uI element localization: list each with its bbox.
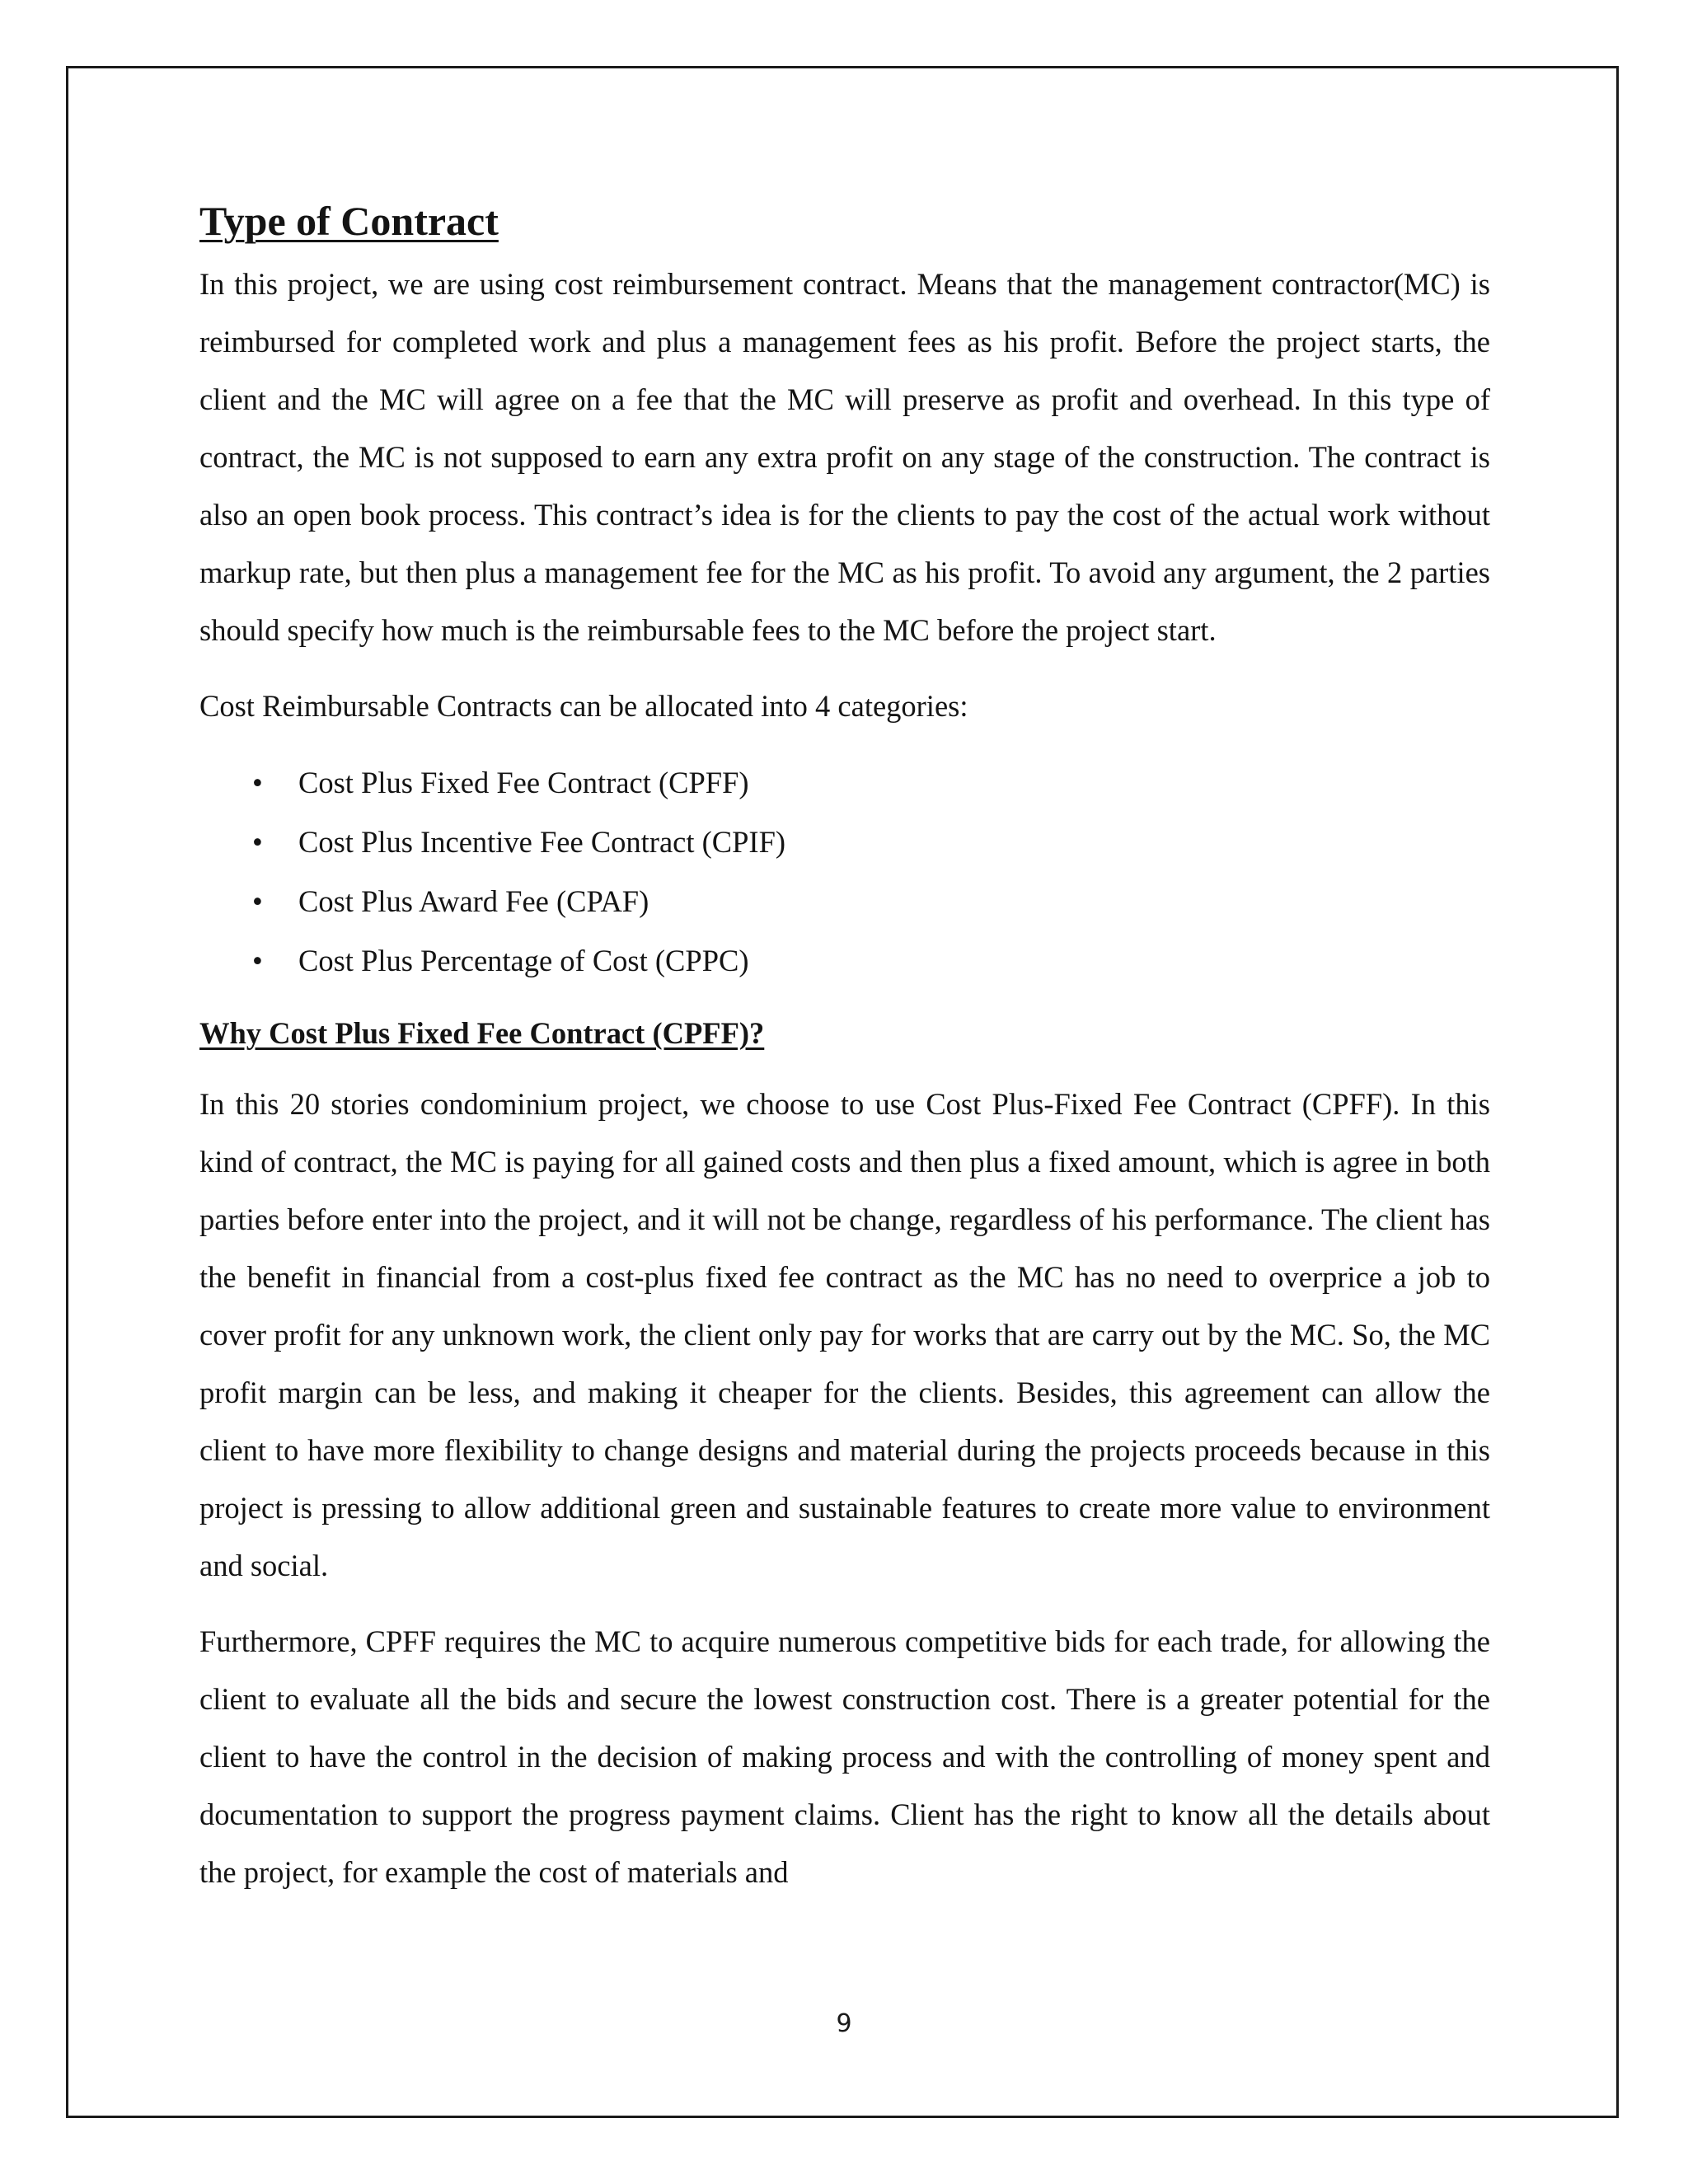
list-item-text: Cost Plus Percentage of Cost (CPPC) bbox=[298, 944, 749, 977]
paragraph-contract-description: In this project, we are using cost reimbursement contract. Means that the management contractor(MC) is reimbursed for completed work and plus a management fees as his profit. Before the project starts, the client and the MC will agree on a fee that the MC will preserve as profit and overhead. In this type of contract, the MC is not supposed to earn any extra profit on any stage of the construction. The contract is also an open book process. This contract’s idea is for the clients to pay the cost of the actual work without markup rate, but then plus a management fee for the MC as his profit. To avoid any argument, the 2 parties should specify how much is the reimbursable fees to the MC before the project start. bbox=[199, 267, 1490, 647]
bullet-icon: • bbox=[252, 884, 263, 918]
list-item bbox=[199, 813, 1490, 872]
paragraph-cpff-choice: In this 20 stories condominium project, we choose to use Cost Plus-Fixed Fee Contract (CPFF). In this kind of contract, the MC is paying for all gained costs and then plus a fixed amount, which is agree in both parties before enter into the project, and it will not be change, regardless of his performance. The client has the benefit in financial from a cost-plus fixed fee contract as the MC has no need to overprice a job to cover profit for any unknown work, the client only pay for works that are carry out by the MC. So, the MC profit margin can be less, and making it cheaper for the clients. Besides, this agreement can allow the client to have more flexibility to change designs and material during the projects proceeds because in this project is pressing to allow additional green and sustainable features to create more value to environment and social. bbox=[199, 1087, 1490, 1583]
bullet-icon: • bbox=[252, 944, 263, 977]
categories-list bbox=[199, 753, 1490, 991]
list-item bbox=[199, 931, 1490, 991]
list-item-text: Cost Plus Fixed Fee Contract (CPFF) bbox=[298, 766, 749, 799]
paragraph-cpff-bids: Furthermore, CPFF requires the MC to acquire numerous competitive bids for each trade, for allowing the client to evaluate all the bids and secure the lowest construction cost. There is a greater potential for the client to have the control in the decision of making process and with the controlling of money spent and documentation to support the progress payment claims. Client has the right to know all the details about the project, for example the cost of materials and bbox=[199, 1624, 1490, 1890]
subheading-why-cpff: Why Cost Plus Fixed Fee Contract (CPFF)? bbox=[199, 1016, 765, 1050]
section-title: Type of Contract bbox=[199, 198, 499, 244]
page-number: 9 bbox=[836, 2009, 852, 2038]
list-item-text: Cost Plus Incentive Fee Contract (CPIF) bbox=[298, 825, 786, 859]
list-item bbox=[199, 753, 1490, 813]
list-item-text: Cost Plus Award Fee (CPAF) bbox=[298, 884, 649, 918]
list-item bbox=[199, 872, 1490, 931]
bullet-icon: • bbox=[252, 825, 263, 859]
bullet-icon: • bbox=[252, 766, 263, 799]
categories-intro: Cost Reimbursable Contracts can be allocated into 4 categories: bbox=[199, 689, 968, 723]
document-body bbox=[199, 196, 1490, 1901]
